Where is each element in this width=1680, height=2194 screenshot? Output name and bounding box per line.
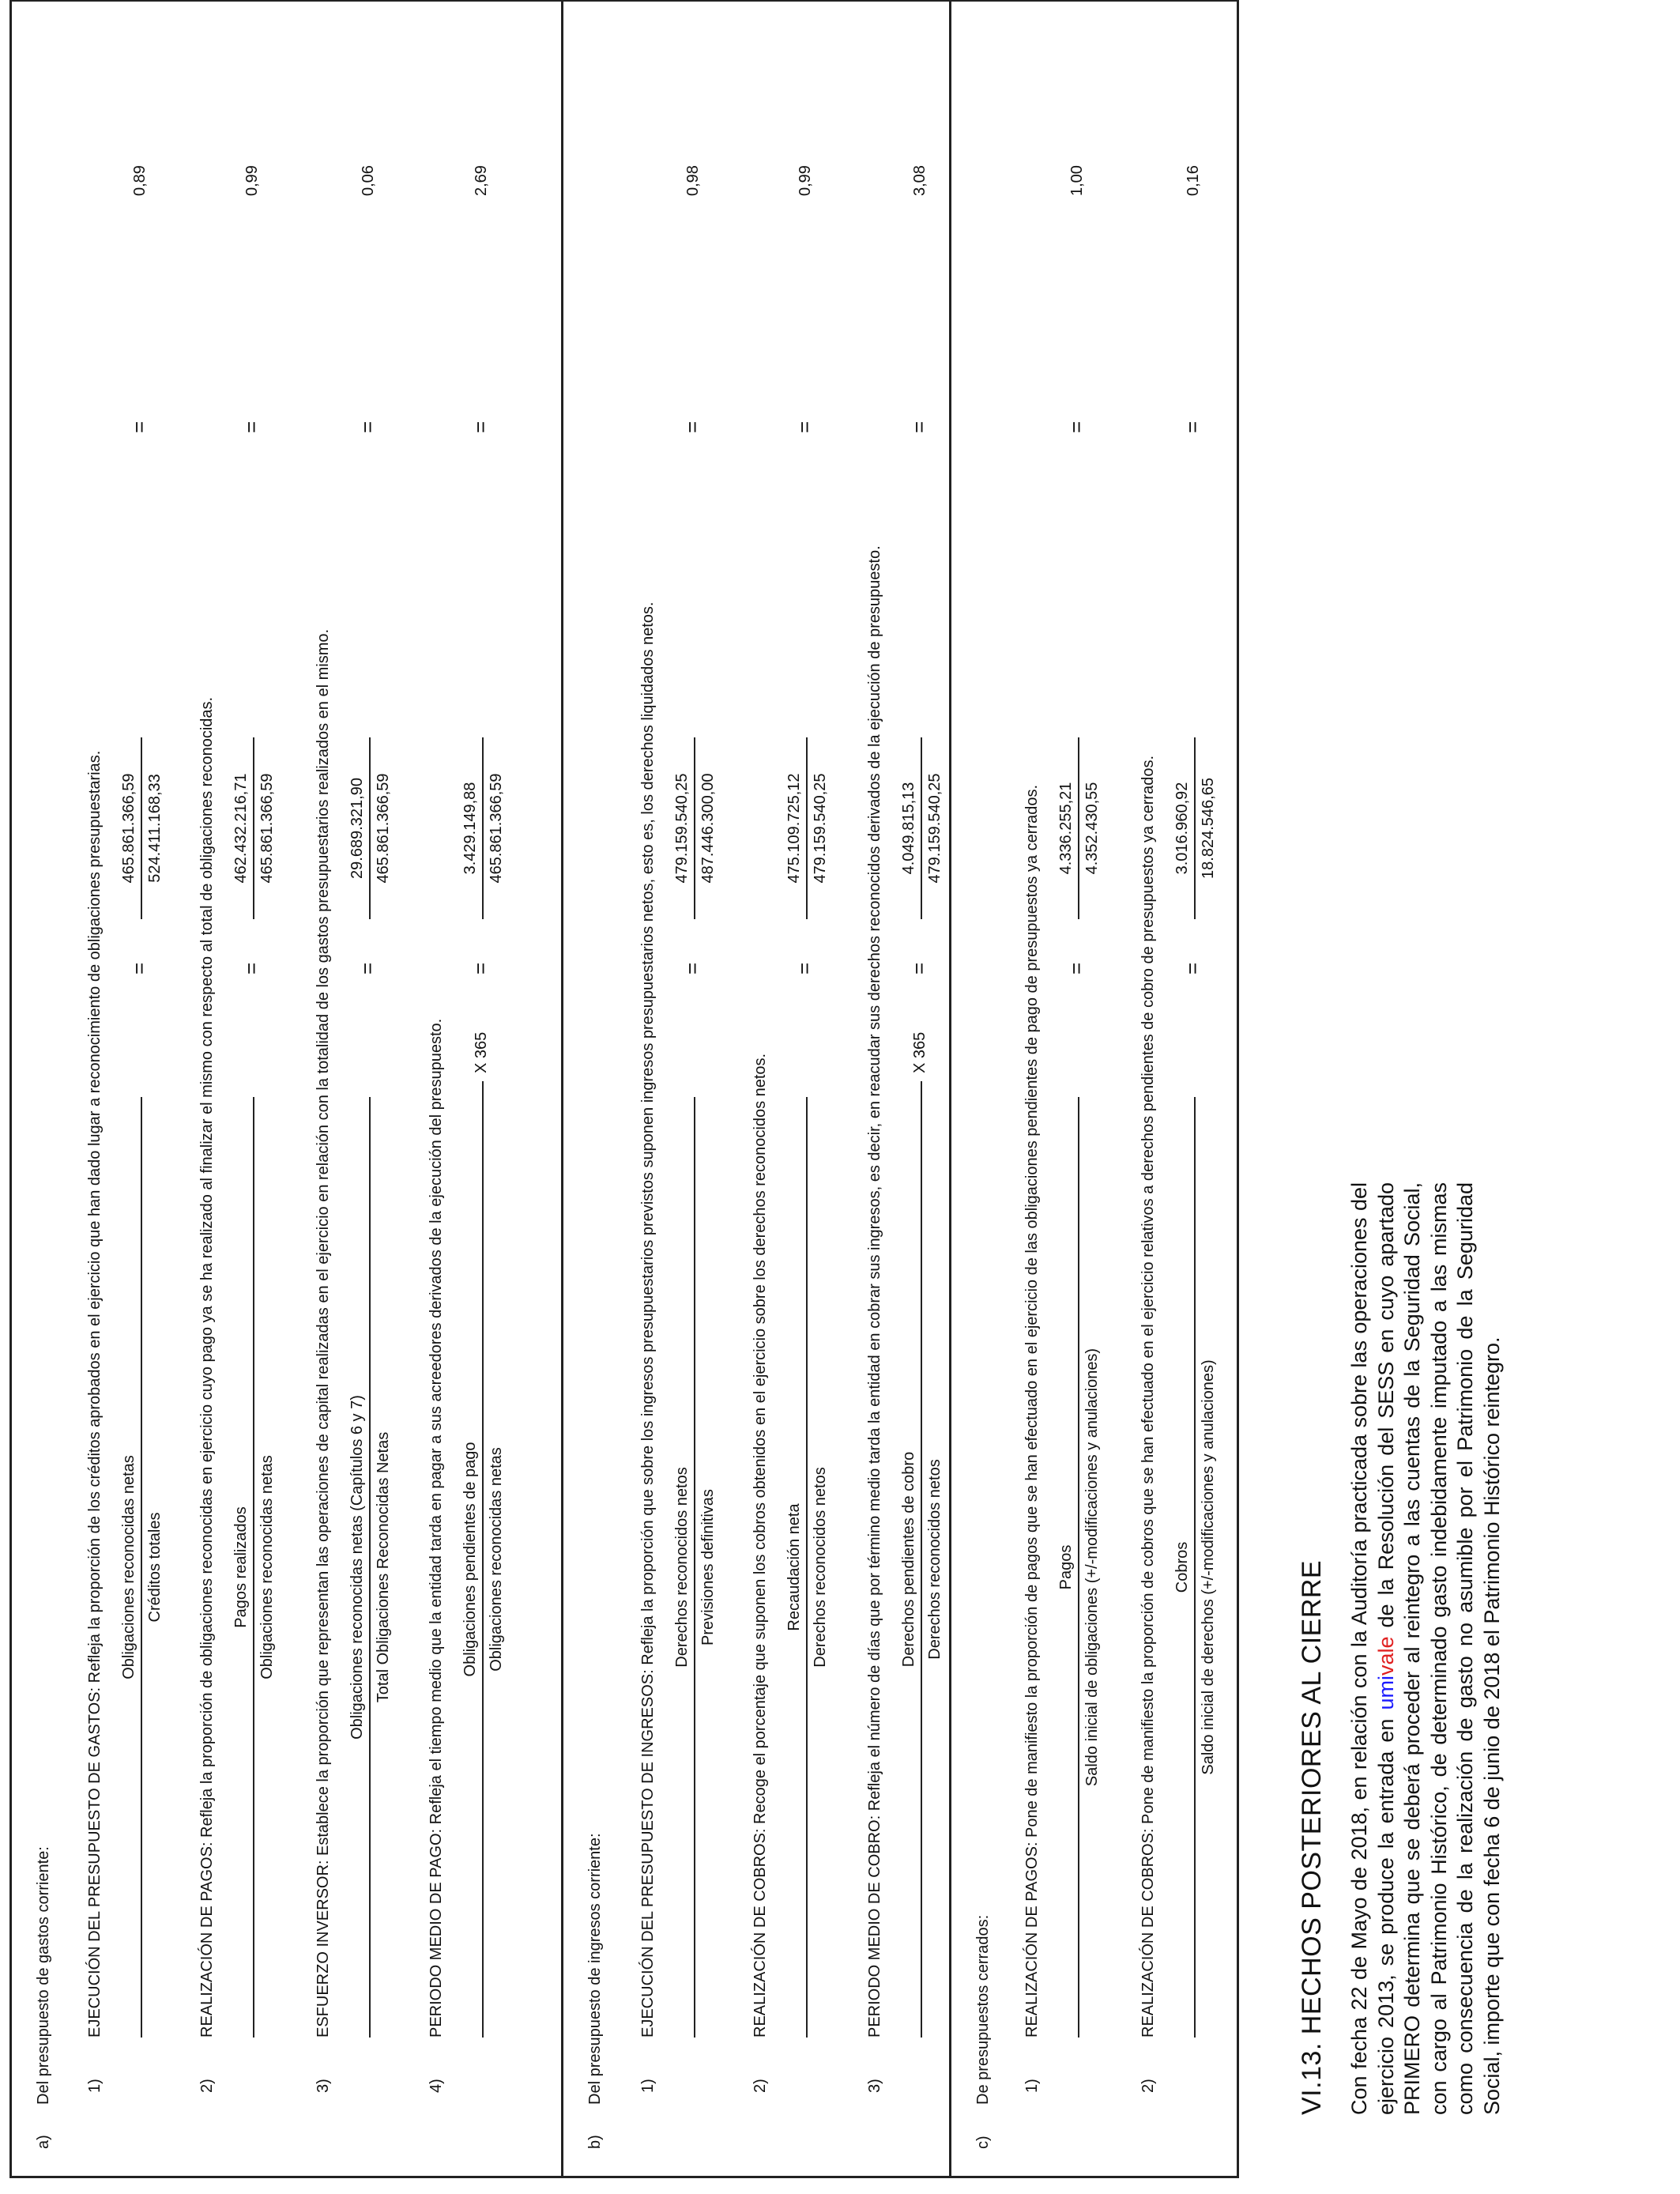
equals-sign-2: = — [680, 420, 704, 433]
numerator-label: Obligaciones reconocidas netas (Capítulos 6 y 7) — [348, 1395, 366, 1740]
denominator-value: 479.159.540,25 — [926, 773, 944, 884]
value-line — [1078, 737, 1079, 919]
numerator-value: 462.432.216,71 — [232, 773, 250, 884]
equals-sign-1: = — [1181, 962, 1204, 974]
item-heading: REALIZACIÓN DE COBROS: Pone de manifiesto la proporción de cobros que se han efectuado en el ejercicio relativos a derechos pendientes de cobro de presupuestos ya cerrados. — [1139, 755, 1157, 2038]
ratio-result: 3,08 — [911, 165, 929, 196]
denominator-label: Derechos reconocidos netos — [926, 1459, 944, 1660]
denominator-label: Previsiones definitivas — [699, 1489, 717, 1646]
highlight-vale: vale — [1373, 1636, 1398, 1676]
equals-sign-2: = — [1181, 420, 1204, 433]
equals-sign-1: = — [1064, 962, 1088, 974]
equals-sign-1: = — [907, 962, 931, 974]
value-line — [482, 737, 484, 919]
numerator-label: Recaudación neta — [785, 1503, 803, 1631]
fraction-line — [921, 1081, 922, 2038]
numerator-label: Pagos — [1057, 1544, 1075, 1590]
ratio-result: 0,98 — [684, 165, 702, 196]
denominator-label: Derechos reconocidos netos — [812, 1467, 829, 1668]
ratio-result: 0,99 — [243, 165, 261, 196]
value-line — [806, 737, 808, 919]
value-line — [141, 737, 142, 919]
denominator-value: 465.861.366,59 — [375, 773, 392, 884]
section-heading: VI.13. HECHOS POSTERIORES AL CIERRE — [1297, 1559, 1327, 2115]
denominator-label: Obligaciones reconocidas netas — [258, 1455, 276, 1679]
denominator-value: 524.411.168,33 — [146, 774, 164, 883]
item-number: 3) — [866, 2079, 883, 2093]
section-title: Del presupuesto de gastos corriente: — [35, 1846, 52, 2105]
section-3 — [949, 2, 1244, 2176]
fraction-line — [1194, 1097, 1196, 2038]
section-2 — [561, 2, 951, 2176]
numerator-value: 3.429.149,88 — [461, 782, 479, 875]
equals-sign-2: = — [907, 420, 931, 433]
item-number: 3) — [315, 2079, 332, 2093]
fraction-line — [141, 1097, 142, 2038]
numerator-value: 475.109.725,12 — [785, 773, 803, 884]
numerator-value: 4.336.255,21 — [1057, 782, 1075, 875]
numerator-label: Derechos reconocidos netos — [673, 1467, 691, 1668]
ratio-result: 0,99 — [797, 165, 814, 196]
section-letter: b) — [586, 2135, 604, 2149]
denominator-value: 465.861.366,59 — [258, 773, 276, 884]
indicators-table — [9, 0, 1239, 2178]
numerator-label: Derechos pendientes de cobro — [900, 1451, 917, 1668]
value-line — [253, 737, 254, 919]
section-title: De presupuestos cerrados: — [974, 1914, 992, 2105]
multiplier-label: X 365 — [473, 1031, 490, 1073]
section-letter: c) — [974, 2136, 992, 2149]
fraction-line — [253, 1097, 254, 2038]
item-number: 2) — [751, 2079, 769, 2093]
item-heading: PERIODO MEDIO DE PAGO: Refleja el tiempo medio que la entidad tarda en pagar a sus acreedores derivados de la ejecución del presupuesto. — [428, 1018, 445, 2038]
value-line — [694, 737, 695, 919]
numerator-value: 3.016.960,92 — [1173, 782, 1191, 875]
paragraph-text-end: de la Resolución del SESS en cuyo apartado PRIMERO determina que se deberá proceder al reintegro a las cuentas de la Seguridad Social, con cargo al Patrimonio Histórico, de determinado gasto indebidamente imputado a las mismas como consecuencia de la realización de gasto no asumible por el Patrimonio de la Seguridad Social, importe que con fecha 6 de junio de 2018 el Patrimonio Histórico reintegro. — [1373, 1182, 1504, 2115]
item-heading: PERIODO MEDIO DE COBRO: Refleja el número de días que por término medio tarda la entidad en cobrar sus ingresos, es decir, en reacudar sus derechos reconocidos derivados de la ejecución de presupuesto. — [866, 545, 883, 2038]
fraction-line — [1078, 1097, 1079, 2038]
fraction-line — [482, 1081, 484, 2038]
numerator-label: Obligaciones reconocidas netas — [120, 1455, 137, 1679]
equals-sign-1: = — [680, 962, 704, 974]
item-heading: ESFUERZO INVERSOR: Establece la proporción que representan las operaciones de capital realizadas en el ejercicio en relación con la totalidad de los gastos presupuestarios realizados en el mismo. — [315, 628, 332, 2038]
ratio-result: 1,00 — [1068, 165, 1086, 196]
equals-sign-2: = — [127, 420, 151, 433]
numerator-label: Obligaciones pendientes de pago — [461, 1442, 479, 1677]
numerator-label: Pagos realizados — [232, 1506, 250, 1628]
ratio-result: 0,16 — [1185, 165, 1202, 196]
equals-sign-1: = — [469, 962, 492, 974]
denominator-label: Créditos totales — [146, 1512, 164, 1623]
item-number: 4) — [428, 2079, 445, 2093]
equals-sign-2: = — [469, 420, 492, 433]
ratio-result: 2,69 — [473, 165, 490, 196]
fraction-line — [806, 1097, 808, 2038]
subsequent-events-section — [1296, 1182, 1505, 2115]
section-title: Del presupuesto de ingresos corriente: — [586, 1833, 604, 2105]
item-number: 2) — [198, 2079, 216, 2093]
item-heading: REALIZACIÓN DE PAGOS: Pone de manifiesto la proporción de pagos que se han efectuado en el ejercicio de las obligaciones pendientes de pago de presupuestos ya cerrados. — [1023, 784, 1041, 2038]
highlight-umi: umi — [1373, 1676, 1398, 1710]
equals-sign-1: = — [356, 962, 379, 974]
numerator-value: 4.049.815,13 — [900, 782, 917, 875]
value-line — [921, 737, 922, 919]
item-number: 2) — [1139, 2079, 1157, 2093]
item-heading: EJECUCIÓN DEL PRESUPUESTO DE INGRESOS: Refleja la proporción que sobre los ingresos presupuestarios previstos suponen ingresos presupuestarios netos, esto es, los derechos liquidados netos. — [639, 601, 657, 2038]
paragraph-text-start: Con fecha 22 de Mayo de 2018, en relación con la Auditoría practicada sobre las operaciones del ejercicio 2013, se produce la entrada en — [1347, 1182, 1398, 2115]
item-number: 1) — [639, 2079, 657, 2093]
numerator-label: Cobros — [1173, 1541, 1191, 1593]
ratio-result: 0,89 — [131, 165, 149, 196]
item-heading: REALIZACIÓN DE COBROS: Recoge el porcentaje que suponen los cobros obtenidos en el ejercicio sobre los derechos reconocidos netos. — [751, 1053, 769, 2038]
item-number: 1) — [1023, 2079, 1041, 2093]
section-1 — [12, 2, 561, 2176]
item-heading: EJECUCIÓN DEL PRESUPUESTO DE GASTOS: Refleja la proporción de los créditos aprobados en el ejercicio que han dado lugar a reconocimiento de obligaciones presupuestarias. — [86, 750, 104, 2038]
numerator-value: 29.689.321,90 — [348, 778, 366, 879]
fraction-line — [369, 1097, 371, 2038]
equals-sign-2: = — [793, 420, 816, 433]
multiplier-label: X 365 — [911, 1031, 929, 1073]
denominator-label: Total Obligaciones Reconocidas Netas — [375, 1431, 392, 1703]
denominator-value: 465.861.366,59 — [488, 773, 505, 884]
equals-sign-2: = — [1064, 420, 1088, 433]
denominator-label: Saldo inicial de derechos (+/-modificaciones y anulaciones) — [1200, 1359, 1217, 1775]
equals-sign-1: = — [127, 962, 151, 974]
numerator-value: 479.159.540,25 — [673, 773, 691, 884]
denominator-value: 487.446.300,00 — [699, 773, 717, 884]
equals-sign-1: = — [793, 962, 816, 974]
value-line — [369, 737, 371, 919]
section-paragraph — [1347, 1182, 1505, 2115]
denominator-value: 479.159.540,25 — [812, 773, 829, 884]
numerator-value: 465.861.366,59 — [120, 773, 137, 884]
item-number: 1) — [86, 2079, 104, 2093]
fraction-line — [694, 1097, 695, 2038]
equals-sign-2: = — [356, 420, 379, 433]
equals-sign-1: = — [239, 962, 263, 974]
section-letter: a) — [35, 2135, 52, 2149]
denominator-value: 4.352.430,55 — [1083, 782, 1101, 875]
ratio-result: 0,06 — [360, 165, 377, 196]
denominator-label: Obligaciones reconocidas netas — [488, 1447, 505, 1672]
equals-sign-2: = — [239, 420, 263, 433]
item-heading: REALIZACIÓN DE PAGOS: Refleja la proporción de obligaciones reconocidas en ejercicio cuyo pago ya se ha realizado al finalizar el mismo con respecto al total de obligaciones reconocidas. — [198, 696, 216, 2038]
denominator-value: 18.824.546,65 — [1200, 778, 1217, 879]
value-line — [1194, 737, 1196, 919]
denominator-label: Saldo inicial de obligaciones (+/-modificaciones y anulaciones) — [1083, 1348, 1101, 1787]
